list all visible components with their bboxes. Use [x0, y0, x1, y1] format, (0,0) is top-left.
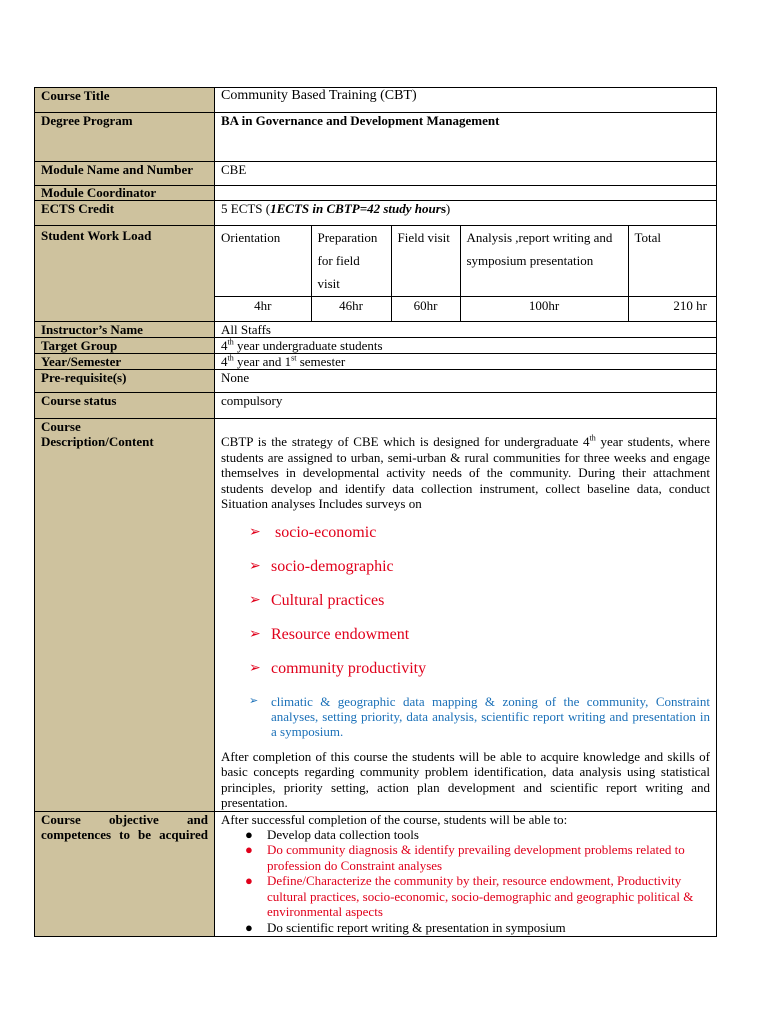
survey-topic	[249, 524, 710, 542]
work-load-header: Total	[628, 226, 717, 297]
arrow-bullet-icon: ➢	[249, 558, 261, 574]
survey-topic-label: Resource endowment	[271, 625, 410, 643]
label-module-coordinator: Module Coordinator	[35, 186, 215, 201]
objective-text: Develop data collection tools	[267, 826, 419, 842]
work-load-hours: 60hr	[391, 297, 460, 322]
label-description-line2: Description/Content	[41, 434, 154, 449]
objective-item	[245, 826, 710, 843]
value-prerequisite: None	[215, 370, 717, 393]
label-course-description	[35, 419, 215, 812]
row-module-coordinator	[35, 186, 717, 201]
label-course-objectives: Course objective and competences to be acquired	[35, 811, 215, 937]
row-ects-credit	[35, 201, 717, 226]
work-load-cell	[215, 226, 717, 322]
label-degree-program: Degree Program	[35, 113, 215, 162]
target-rest: year undergraduate students	[233, 338, 383, 353]
course-table	[34, 87, 717, 937]
objective-item	[245, 919, 710, 936]
work-load-hours: 100hr	[460, 297, 628, 322]
label-course-status: Course status	[35, 393, 215, 419]
work-load-hours: 4hr	[215, 297, 311, 322]
bullet-dot-icon: ●	[245, 842, 253, 857]
arrow-bullet-icon: ➢	[249, 660, 261, 676]
label-prerequisite: Pre-requisite(s)	[35, 370, 215, 393]
value-target-group	[215, 338, 717, 354]
survey-topic-label: Cultural practices	[271, 591, 385, 609]
ects-bold-italic: 1ECTS in CBTP=42 study hour	[270, 201, 441, 216]
survey-topic-detail	[249, 694, 710, 739]
description-intro	[221, 434, 710, 512]
work-load-hours: 46hr	[311, 297, 391, 322]
row-module-name	[35, 162, 717, 186]
semester-rest: semester	[296, 354, 346, 369]
row-course-objectives	[35, 811, 717, 937]
target-num: 4	[221, 338, 228, 353]
arrow-bullet-icon: ➢	[249, 626, 261, 642]
intro-text-b: year students, where students are assigned to urban, semi-urban & rural communities for three weeks and engage themselves in developmental activity needs of the community. During their attachment students develop and identify data collection instrument, collect baseline data, conduct Situation analyses Includes surveys on	[221, 434, 710, 511]
objective-text: Do scientific report writing & presentation in symposium	[267, 919, 566, 935]
row-year-semester	[35, 354, 717, 370]
survey-detail-part1: climatic & geographic data mapping & zoning of the community,	[271, 693, 649, 709]
survey-topic-label: socio-demographic	[271, 557, 394, 575]
row-target-group	[35, 338, 717, 354]
bullet-dot-icon: ●	[245, 919, 253, 935]
label-module-name: Module Name and Number	[35, 162, 215, 186]
label-target-group: Target Group	[35, 338, 215, 354]
survey-topic-label: community productivity	[271, 659, 427, 677]
work-load-header: Preparation for field visit	[311, 226, 391, 297]
value-course-objectives	[215, 811, 717, 937]
label-course-title: Course Title	[35, 88, 215, 113]
value-year-semester	[215, 354, 717, 370]
label-ects-credit: ECTS Credit	[35, 201, 215, 226]
value-degree-program: BA in Governance and Development Management	[215, 113, 717, 162]
bullet-dot-icon: ●	[245, 826, 253, 842]
survey-topic	[249, 626, 710, 644]
row-course-status	[35, 393, 717, 419]
intro-text-a: CBTP is the strategy of CBE which is designed for undergraduate 4	[221, 434, 590, 449]
row-prerequisite	[35, 370, 717, 393]
year-num: 4	[221, 354, 228, 369]
ects-prefix: 5 ECTS (	[221, 201, 271, 216]
objective-item	[245, 873, 710, 920]
bullet-dot-icon: ●	[245, 873, 253, 888]
year-sup: th	[227, 353, 234, 363]
work-load-hours: 210 hr	[628, 297, 717, 322]
value-ects-credit	[215, 201, 717, 226]
value-course-status: compulsory	[215, 393, 717, 419]
value-course-title: Community Based Training (CBT)	[215, 88, 717, 113]
ects-close: )	[445, 201, 451, 216]
survey-detail-part2: Constraint analyses, setting priority, data analysis, scientific report writing and presentation in a symposium.	[271, 693, 710, 739]
work-load-header: Analysis ,report writing and symposium presentation	[460, 226, 628, 297]
label-description-line1: Course	[41, 419, 81, 434]
survey-topics-list	[221, 524, 710, 739]
label-student-work-load: Student Work Load	[35, 226, 215, 322]
survey-topic-label: socio-economic	[275, 523, 377, 541]
work-load-table	[215, 226, 717, 321]
objective-item	[245, 842, 710, 873]
work-load-header: Field visit	[391, 226, 460, 297]
intro-sup: th	[589, 433, 596, 443]
row-instructor	[35, 322, 717, 338]
work-load-header: Orientation	[215, 226, 311, 297]
semester-sup: st	[291, 353, 297, 363]
ects-bold-s: s	[440, 201, 446, 216]
row-degree-program	[35, 113, 717, 162]
arrow-bullet-icon: ➢	[249, 592, 261, 608]
label-year-semester: Year/Semester	[35, 354, 215, 370]
survey-topic	[249, 660, 710, 678]
row-student-work-load	[35, 226, 717, 322]
year-mid: year and 1	[233, 354, 292, 369]
objectives-intro: After successful completion of the course, students will be able to:	[221, 811, 568, 827]
course-document	[34, 87, 716, 937]
description-outcome: After completion of this course the students will be able to acquire knowledge and skills of basic concepts regarding community problem identification, data analysis using statistical principles, priority setting, action plan development and scientific report writing and presentation.	[221, 748, 710, 810]
target-sup: th	[227, 337, 234, 347]
row-course-title	[35, 88, 717, 113]
value-module-coordinator	[215, 186, 717, 201]
objective-text: Define/Characterize the community by their, resource endowment, Productivity cultural practices, socio-economic, socio-demographic and geographic political & environmental aspects	[267, 873, 694, 919]
value-course-description	[215, 419, 717, 812]
arrow-bullet-icon: ➢	[249, 694, 259, 707]
survey-topic	[249, 558, 710, 576]
objective-text: Do community diagnosis & identify prevailing development problems related to profession do Constraint analyses	[267, 842, 685, 873]
row-course-description	[35, 419, 717, 812]
label-instructor: Instructor’s Name	[35, 322, 215, 338]
arrow-bullet-icon: ➢	[249, 524, 261, 540]
value-instructor: All Staffs	[215, 322, 717, 338]
value-module-name: CBE	[215, 162, 717, 186]
work-load-header-row	[215, 226, 717, 297]
survey-topic	[249, 592, 710, 610]
objectives-list	[221, 827, 710, 936]
work-load-hours-row	[215, 297, 717, 322]
